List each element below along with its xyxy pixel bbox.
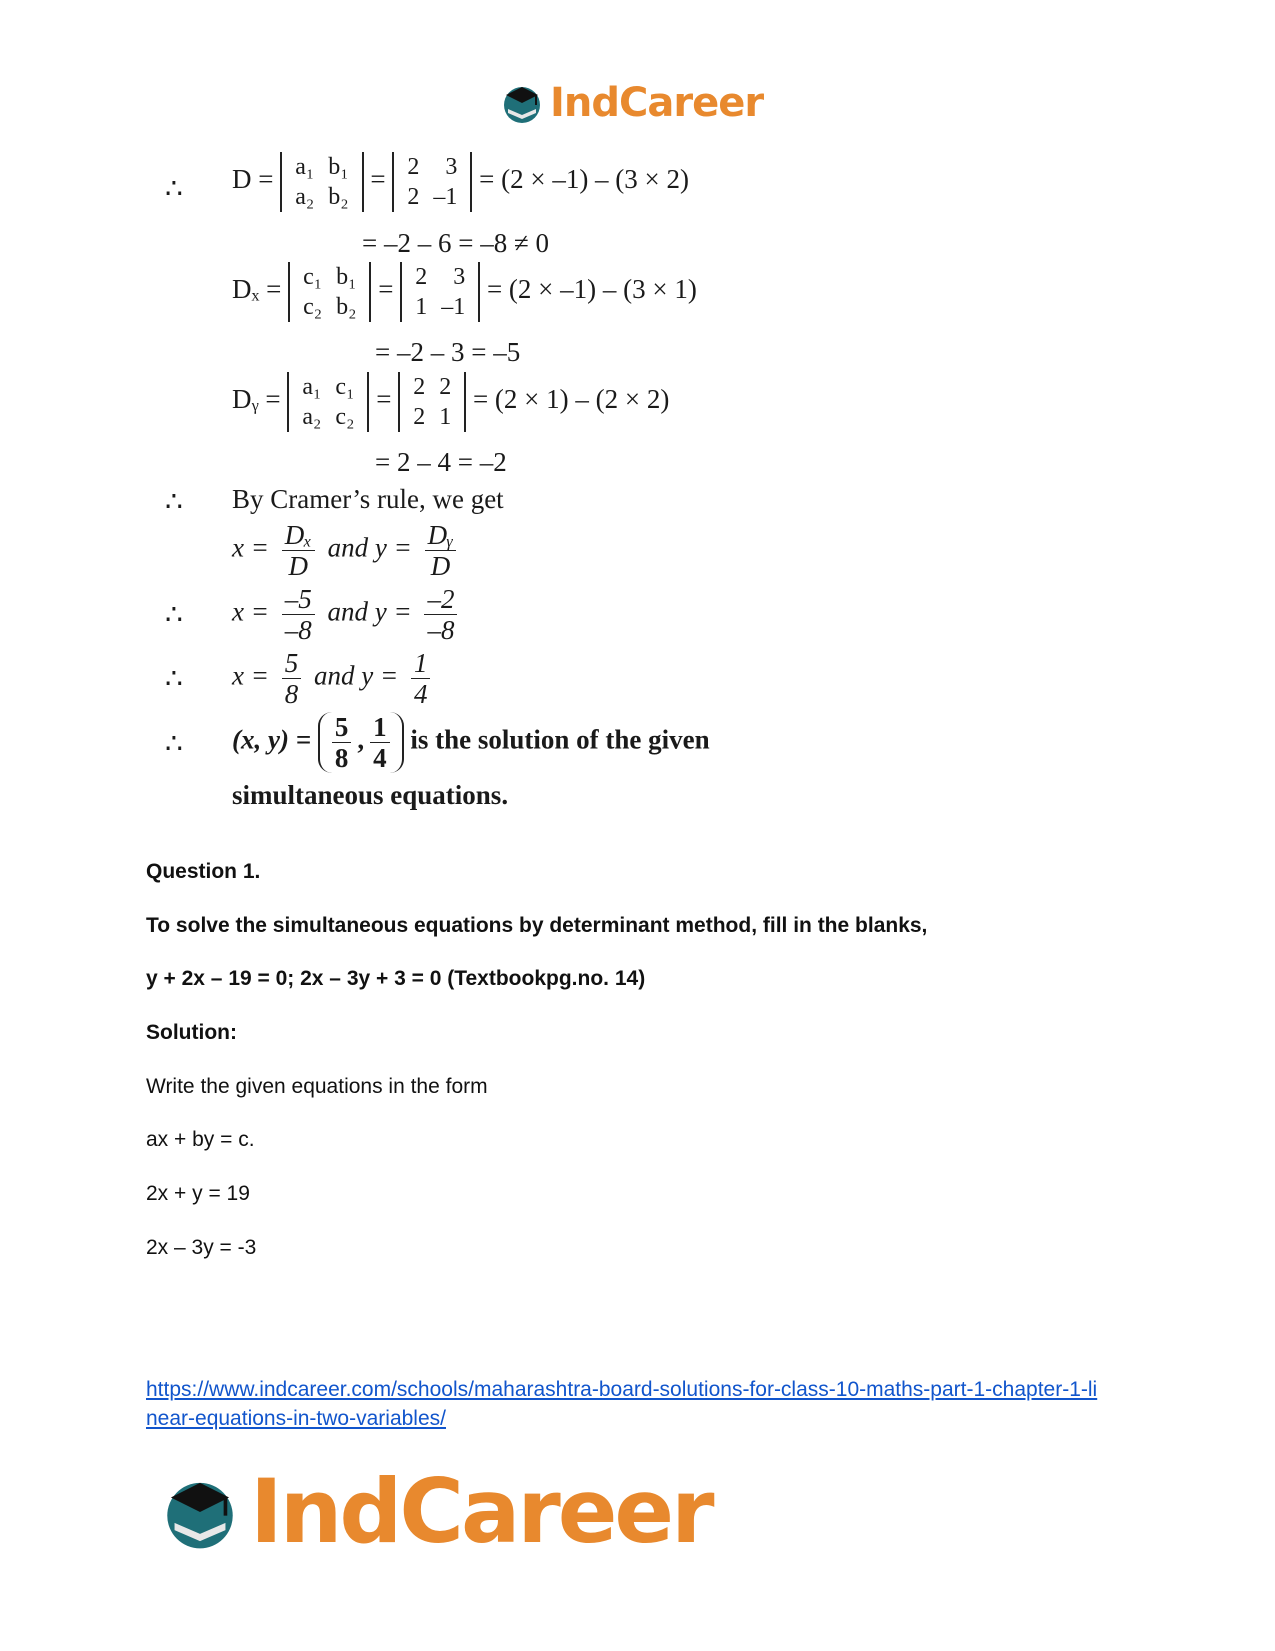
d-symbolic-matrix: a₁ b₁ a₂ b₂ — [280, 152, 363, 212]
d-label: D = — [232, 164, 274, 195]
solution-line-4: 2x – 3y = -3 — [146, 1236, 257, 1259]
d-determinant-row: D = a₁ b₁ a₂ b₂ = 2 3 2 –1 = (2 × –1) – (3 × 2) — [232, 154, 690, 210]
dy-result: = 2 – 4 = –2 — [375, 447, 507, 477]
dx-result: = –2 – 3 = –5 — [375, 337, 521, 367]
question-title: Question 1. — [146, 860, 261, 883]
solution-line-3: 2x + y = 19 — [146, 1182, 250, 1205]
dy-value-matrix: 2 2 2 1 — [398, 372, 466, 432]
dy-determinant-row: Dᵧ = a₁ c₁ a₂ c₂ = 2 2 2 1 = (2 × 1) – (2 × 2) — [232, 374, 670, 430]
therefore-symbol: ∴ — [165, 174, 183, 205]
solution-line-2: ax + by = c. — [146, 1128, 255, 1151]
dx-symbolic-matrix: c₁ b₁ c₂ b₂ — [288, 262, 371, 322]
cramer-formula: x = $\frac{\text{Dₓ}}{D}$ and y = $\frac{\text{Dᵧ}}{D}$ — [232, 520, 462, 581]
solution-pair: $\frac{5}{8}$ , $\frac{1}{4}$ — [318, 712, 404, 773]
final-solution-continued: simultaneous equations. — [232, 780, 509, 810]
dx-value-matrix: 2 3 1 –1 — [400, 262, 480, 322]
brand-name: IndCareer — [550, 80, 764, 126]
dx-label: Dₓ = — [232, 274, 282, 305]
d-value-matrix: 2 3 2 –1 — [392, 152, 472, 212]
question-text: To solve the simultaneous equations by determinant method, fill in the blanks, — [146, 914, 928, 937]
solution-label: Solution: — [146, 1021, 237, 1044]
d-result: = –2 – 6 = –8 ≠ 0 — [362, 228, 550, 258]
question-equations: y + 2x – 19 = 0; 2x – 3y + 3 = 0 (Textbookpg.no. 14) — [146, 967, 646, 990]
therefore-symbol: ∴ — [165, 600, 183, 631]
final-solution: (x, y) = $\frac{5}{8}$ , $\frac{1}{4}$ is the solution of the given — [232, 712, 710, 773]
dx-determinant-row: Dₓ = c₁ b₁ c₂ b₂ = 2 3 1 –1 = (2 × –1) – (3 × 1) — [232, 264, 697, 320]
therefore-symbol: ∴ — [165, 729, 183, 760]
dx-expression: = (2 × –1) – (3 × 1) — [486, 274, 697, 305]
brand-logo-bottom — [160, 1460, 712, 1563]
simplified-values: x = $\frac{5}{8}$ and y = $\frac{1}{4}$ — [232, 648, 436, 709]
d-expression: = (2 × –1) – (3 × 2) — [479, 164, 690, 195]
dy-expression: = (2 × 1) – (2 × 2) — [472, 384, 670, 415]
cramer-rule-text: By Cramer’s rule, we get — [232, 484, 504, 514]
brand-name: IndCareer — [250, 1460, 712, 1563]
therefore-symbol: ∴ — [165, 487, 183, 518]
solution-line-1: Write the given equations in the form — [146, 1075, 488, 1098]
source-url-link[interactable]: https://www.indcareer.com/schools/maharashtra-board-solutions-for-class-10-maths-part-1-chapter-1-linear-equations-in-two-variables/ — [146, 1378, 1098, 1430]
dy-label: Dᵧ = — [232, 384, 281, 415]
substituted-values: x = $\frac{-5}{-8}$ and y = $\frac{-2}{-8}$ — [232, 584, 463, 645]
graduation-cap-book-globe-icon — [160, 1472, 240, 1552]
dy-symbolic-matrix: a₁ c₁ a₂ c₂ — [287, 372, 369, 432]
therefore-symbol: ∴ — [165, 664, 183, 695]
